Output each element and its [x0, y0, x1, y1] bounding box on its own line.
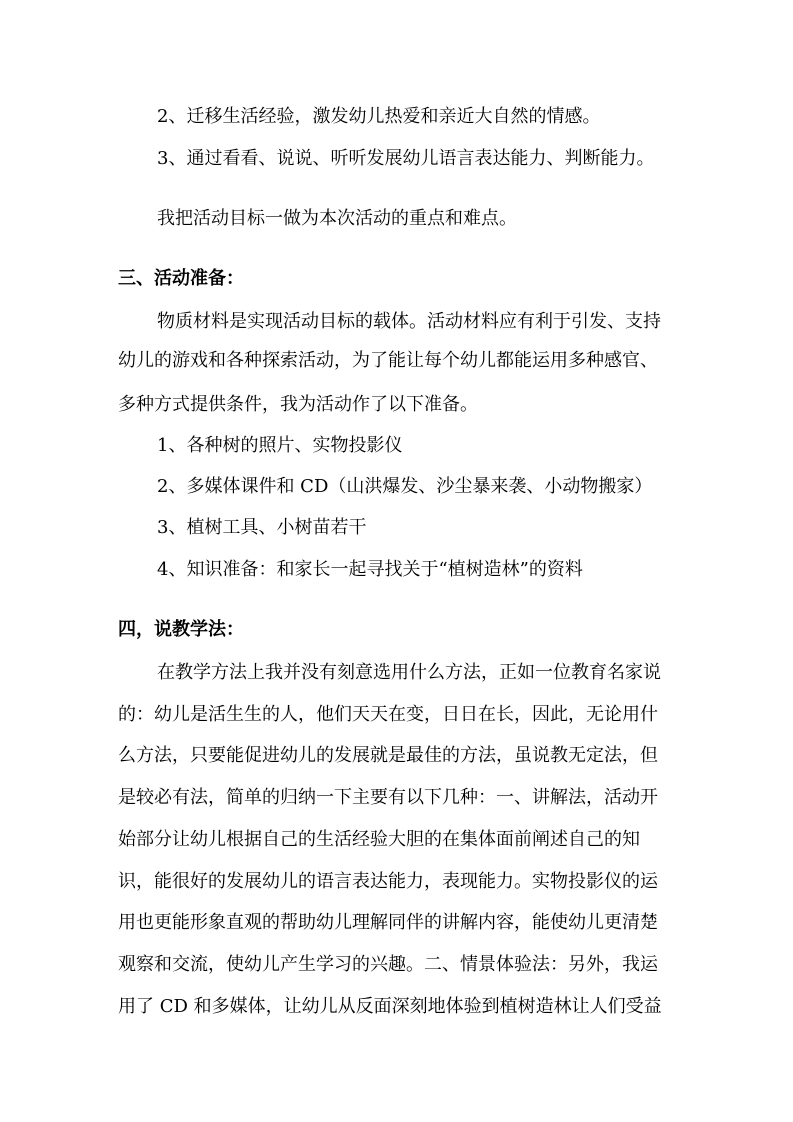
preparation-item: 3、植树工具、小树苗若干 [157, 517, 367, 538]
methods-paragraph-line: 在教学方法上我并没有刻意选用什么方法，正如一位教育名家说 [157, 662, 661, 683]
methods-paragraph-line: 么方法，只要能促进幼儿的发展就是最佳的方法，虽说教无定法，但 [118, 745, 658, 766]
methods-paragraph-line: 是较必有法，简单的归纳一下主要有以下几种：一、讲解法，活动开 [118, 787, 658, 808]
methods-paragraph-line: 用了 CD 和多媒体，让幼儿从反面深刻地体验到植树造林让人们受益 [118, 996, 662, 1017]
section-heading-preparation: 三、活动准备： [118, 268, 244, 289]
preparation-paragraph-line: 幼儿的游戏和各种探索活动，为了能让每个幼儿都能运用多种感官、 [118, 350, 658, 371]
preparation-item: 2、多媒体课件和 CD（山洪爆发、沙尘暴来袭、小动物搬家） [157, 476, 653, 497]
section-heading-teaching-methods: 四，说教学法： [118, 619, 244, 640]
methods-paragraph-line: 观察和交流，使幼儿产生学习的兴趣。二、情景体验法：另外，我运 [118, 954, 658, 975]
preparation-paragraph-line: 物质材料是实现活动目标的载体。活动材料应有利于引发、支持 [157, 311, 661, 332]
preparation-item: 1、各种树的照片、实物投影仪 [157, 435, 403, 456]
preparation-paragraph-line: 多种方式提供条件，我为活动作了以下准备。 [118, 394, 478, 415]
preparation-item: 4、知识准备：和家长一起寻找关于“植树造林”的资料 [157, 559, 583, 580]
methods-paragraph-line: 用也更能形象直观的帮助幼儿理解同伴的讲解内容，能使幼儿更清楚 [118, 912, 658, 933]
goal-item-3: 3、通过看看、说说、听听发展幼儿语言表达能力、判断能力。 [157, 148, 655, 169]
methods-paragraph-line: 识，能很好的发展幼儿的语言表达能力，表现能力。实物投影仪的运 [118, 871, 658, 892]
goal-item-2: 2、迁移生活经验，激发幼儿热爱和亲近大自然的情感。 [157, 106, 601, 127]
methods-paragraph-line: 始部分让幼儿根据自己的生活经验大胆的在集体面前阐述自己的知 [118, 829, 640, 850]
methods-paragraph-line: 的：幼儿是活生生的人，他们天天在变，日日在长，因此，无论用什 [118, 704, 658, 725]
goals-summary: 我把活动目标一做为本次活动的重点和难点。 [157, 208, 517, 229]
